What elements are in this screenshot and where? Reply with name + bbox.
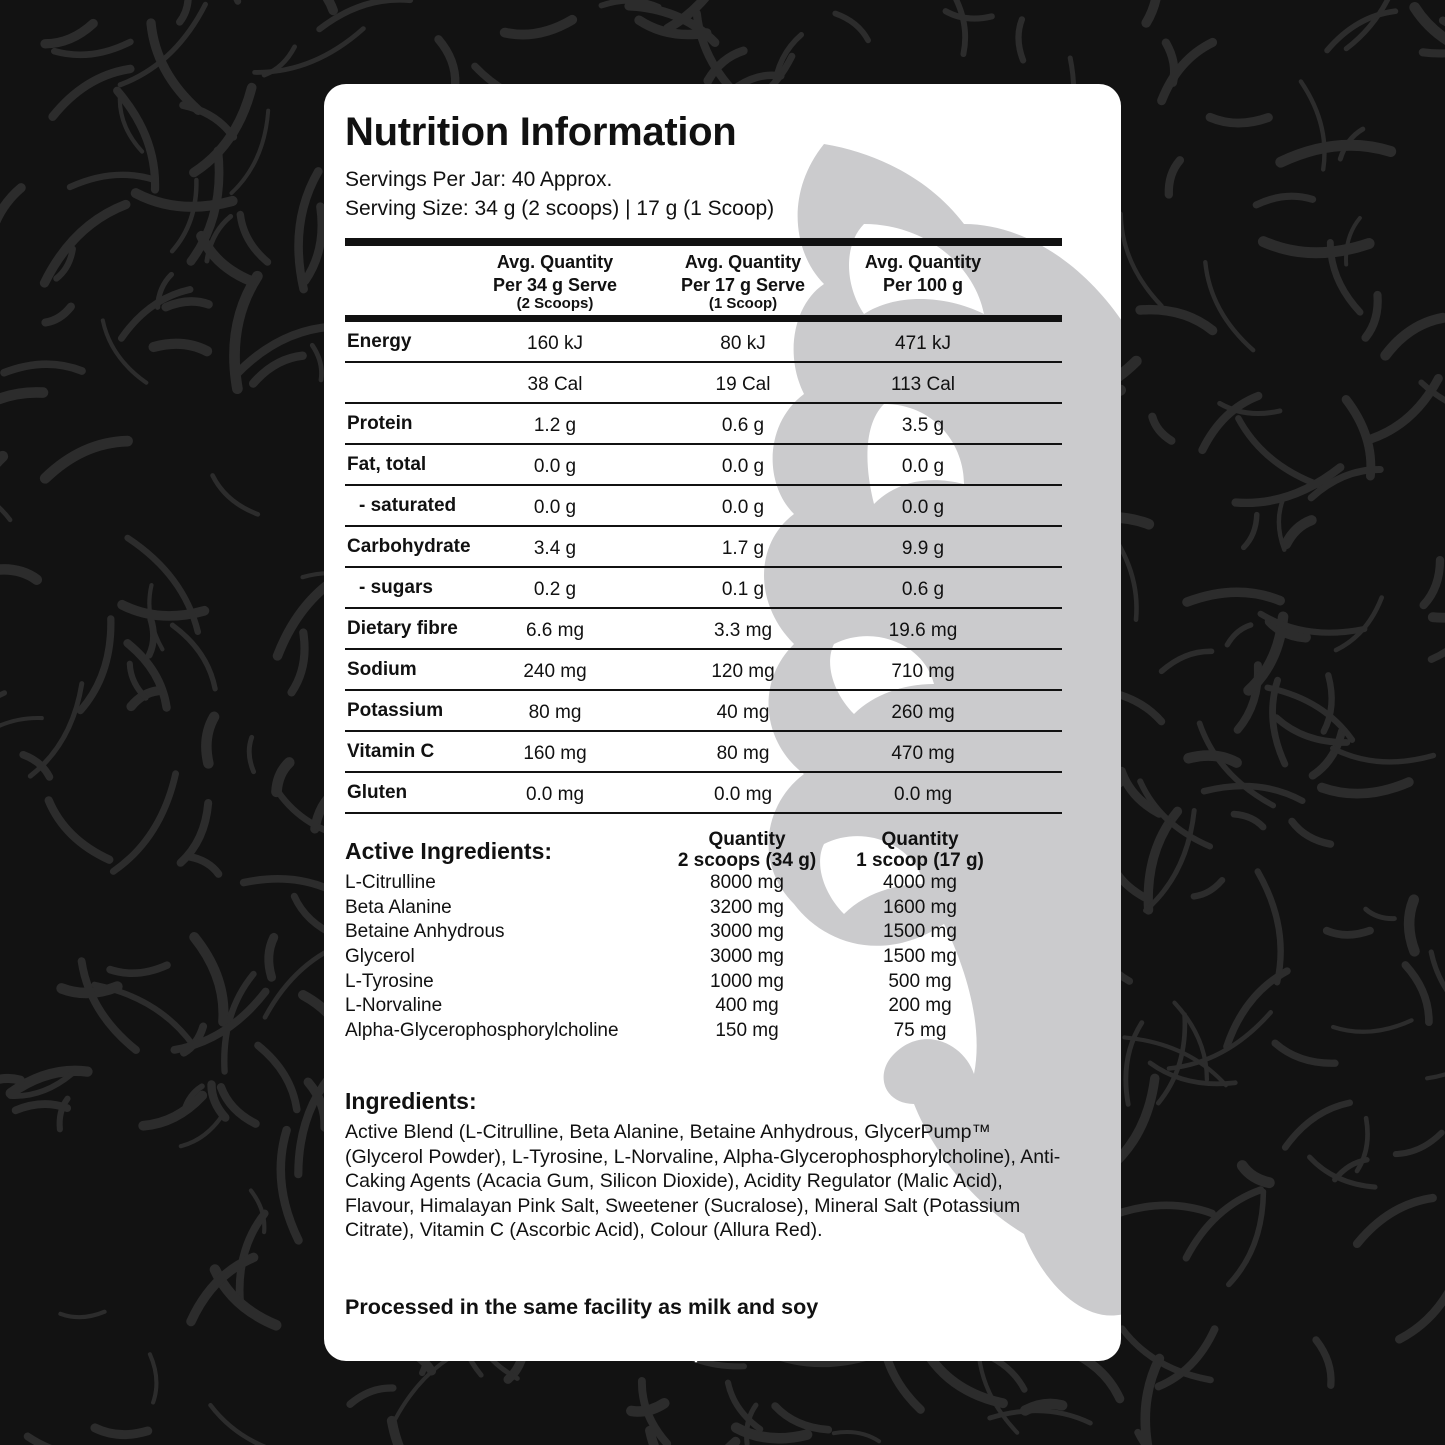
header-per-34g: [465, 251, 645, 311]
ingredient-name: Alpha-Glycerophosphorylcholine: [345, 1020, 619, 1042]
ingredient-name: L-Norvaline: [345, 995, 443, 1017]
nutrient-label: Energy: [347, 331, 412, 352]
header-line: Avg. Quantity: [864, 252, 982, 272]
serving-size: Serving Size: 34 g (2 scoops) | 17 g (1 Scoop): [345, 197, 775, 220]
nutrition-row: [345, 773, 1062, 814]
scratch-mark: [269, 937, 274, 977]
nutrient-label: Sodium: [347, 659, 417, 680]
product-footer: PUMP PRE-WORKOUT | RED RASPBERRY FLAVOUR: [453, 1332, 992, 1362]
quantity-2-scoops: 150 mg: [715, 1020, 779, 1042]
nutrient-value: 0.0 g: [533, 456, 577, 477]
nutrient-value: 0.0 g: [721, 497, 765, 518]
quantity-1-scoop: 1500 mg: [883, 946, 957, 968]
nutrient-value: 0.0 g: [721, 456, 765, 477]
nutrient-value: 0.6 g: [721, 415, 765, 436]
nutrient-label: Vitamin C: [347, 741, 435, 762]
nutrition-row: [345, 445, 1062, 486]
nutrient-label: - saturated: [359, 495, 457, 516]
nutrient-value: 471 kJ: [895, 333, 951, 354]
header-line: Avg. Quantity: [496, 252, 614, 272]
nutrient-value: 0.0 mg: [893, 784, 953, 805]
ingredients-title: Ingredients:: [345, 1088, 477, 1114]
nutrition-row: [345, 609, 1062, 650]
nutrient-value: 19.6 mg: [888, 620, 958, 641]
nutrition-row: [345, 650, 1062, 691]
allergen-statement: Processed in the same facility as milk and soy: [345, 1295, 819, 1319]
active-ingredient-row: [345, 1020, 1045, 1045]
col-header-line: Quantity: [708, 829, 786, 850]
header-per-17g: [653, 251, 833, 311]
nutrition-card: [324, 84, 1121, 1361]
nutrient-value: 0.0 mg: [525, 784, 585, 805]
nutrient-value: 710 mg: [891, 661, 955, 682]
active-ingredient-row: [345, 946, 1045, 971]
nutrition-row: [345, 527, 1062, 568]
nutrient-value: 6.6 mg: [525, 620, 585, 641]
nutrient-value: 19 Cal: [715, 374, 771, 395]
nutrient-label: Gluten: [347, 782, 408, 803]
nutrient-value: 0.0 g: [901, 456, 945, 477]
quantity-2-scoops: 8000 mg: [710, 872, 784, 893]
scratch-mark: [1327, 931, 1370, 935]
nutrient-value: 120 mg: [711, 661, 775, 682]
ingredient-name: Betaine Anhydrous: [345, 921, 505, 943]
header-line: Avg. Quantity: [684, 252, 802, 272]
quantity-1-scoop: 75 mg: [893, 1020, 947, 1042]
nutrient-value: 113 Cal: [890, 374, 956, 395]
nutrient-label: Carbohydrate: [347, 536, 471, 557]
table-top-rule: [345, 238, 1062, 246]
nutrient-label: Potassium: [347, 700, 444, 721]
nutrient-value: 470 mg: [891, 743, 955, 764]
quantity-1-scoop: 200 mg: [888, 995, 952, 1017]
nutrient-value: 0.0 g: [901, 497, 945, 518]
header-line: Per 100 g: [882, 275, 964, 295]
nutrient-label: - sugars: [359, 577, 433, 598]
quantity-1-scoop: 4000 mg: [883, 872, 957, 893]
nutrient-value: 0.2 g: [533, 579, 577, 600]
header-line: Per 34 g Serve: [492, 275, 618, 295]
nutrition-row: [345, 322, 1062, 363]
nutrition-row: [345, 691, 1062, 732]
quantity-1-scoop: 500 mg: [888, 970, 952, 992]
nutrient-value: 0.0 g: [533, 497, 577, 518]
nutrient-label: Dietary fibre: [347, 618, 458, 639]
scratch-mark: [1409, 900, 1414, 952]
active-col-2-scoops: [657, 829, 837, 871]
nutrient-value: 9.9 g: [901, 538, 945, 559]
nutrition-row: [345, 568, 1062, 609]
active-ingredient-row: [345, 971, 1045, 996]
ingredient-name: Beta Alanine: [345, 896, 452, 918]
ingredient-name: L-Citrulline: [345, 872, 436, 893]
nutrient-value: 3.5 g: [901, 415, 945, 436]
nutrition-row: [345, 732, 1062, 773]
header-per-100g: [833, 251, 1013, 297]
nutrient-value: 3.3 mg: [713, 620, 773, 641]
nutrient-value: 80 mg: [528, 702, 582, 723]
active-ingredients-list: [345, 872, 1045, 1045]
quantity-2-scoops: 3000 mg: [710, 946, 784, 968]
ingredient-name: L-Tyrosine: [345, 970, 434, 992]
nutrition-row: [345, 486, 1062, 527]
active-ingredient-row: [345, 872, 1045, 897]
nutrient-value: 1.2 g: [533, 415, 577, 436]
nutrient-value: 0.1 g: [721, 579, 765, 600]
nutrition-row: [345, 404, 1062, 445]
table-body: [345, 322, 1062, 814]
nutrient-label: Protein: [347, 413, 413, 434]
nutrient-value: 0.0 mg: [713, 784, 773, 805]
nutrient-value: 80 kJ: [720, 333, 766, 354]
servings-per-jar: Servings Per Jar: 40 Approx.: [345, 168, 613, 191]
nutrient-value: 40 mg: [716, 702, 770, 723]
header-line: Per 17 g Serve: [680, 275, 806, 295]
table-header: [345, 246, 1062, 315]
nutrition-row: [345, 363, 1062, 404]
nutrient-value: 3.4 g: [533, 538, 577, 559]
active-ingredient-row: [345, 897, 1045, 922]
nutrient-value: 0.6 g: [901, 579, 945, 600]
nutrient-value: 38 Cal: [527, 374, 583, 395]
col-header-line: 2 scoops (34 g): [677, 850, 817, 871]
page-title: Nutrition Information: [345, 110, 737, 154]
header-subline: (2 Scoops): [516, 295, 594, 312]
nutrient-value: 160 mg: [523, 743, 587, 764]
active-col-1-scoop: [830, 829, 1010, 871]
table-header-rule: [345, 315, 1062, 322]
nutrient-value: 260 mg: [891, 702, 955, 723]
active-ingredient-row: [345, 995, 1045, 1020]
nutrient-value: 1.7 g: [721, 538, 765, 559]
ingredient-name: Glycerol: [345, 946, 415, 968]
quantity-2-scoops: 3200 mg: [710, 896, 784, 918]
active-ingredients-title: Active Ingredients:: [345, 838, 553, 864]
nutrient-value: 160 kJ: [527, 333, 583, 354]
nutrient-label: Fat, total: [347, 454, 427, 475]
nutrition-table: [345, 238, 1062, 814]
quantity-1-scoop: 1600 mg: [883, 896, 957, 918]
quantity-2-scoops: 1000 mg: [710, 970, 784, 992]
col-header-line: Quantity: [881, 829, 959, 850]
col-header-line: 1 scoop (17 g): [856, 850, 984, 871]
active-ingredient-row: [345, 921, 1045, 946]
header-subline: (1 Scoop): [708, 295, 778, 312]
quantity-1-scoop: 1500 mg: [883, 921, 957, 943]
quantity-2-scoops: 3000 mg: [710, 921, 784, 943]
quantity-2-scoops: 400 mg: [715, 995, 779, 1017]
nutrient-value: 80 mg: [716, 743, 770, 764]
nutrient-value: 240 mg: [523, 661, 587, 682]
ingredients-text: Active Blend (L-Citrulline, Beta Alanine, Betaine Anhydrous, GlycerPump™ (Glycerol Powder), L-Tyrosine, L-Norvaline, Alpha-Glycerophosphorylcholine), Anti-Caking Agents (Acacia Gum, Silicon Dioxide), Acidity Regulator (Malic Acid), Flavour, Himalayan Pink Salt, Sweetener (Sucralose), Mineral Salt (Potassium Citrate), Vitamin C (Ascorbic Acid), Colour (Allura Red).: [345, 1121, 1061, 1242]
